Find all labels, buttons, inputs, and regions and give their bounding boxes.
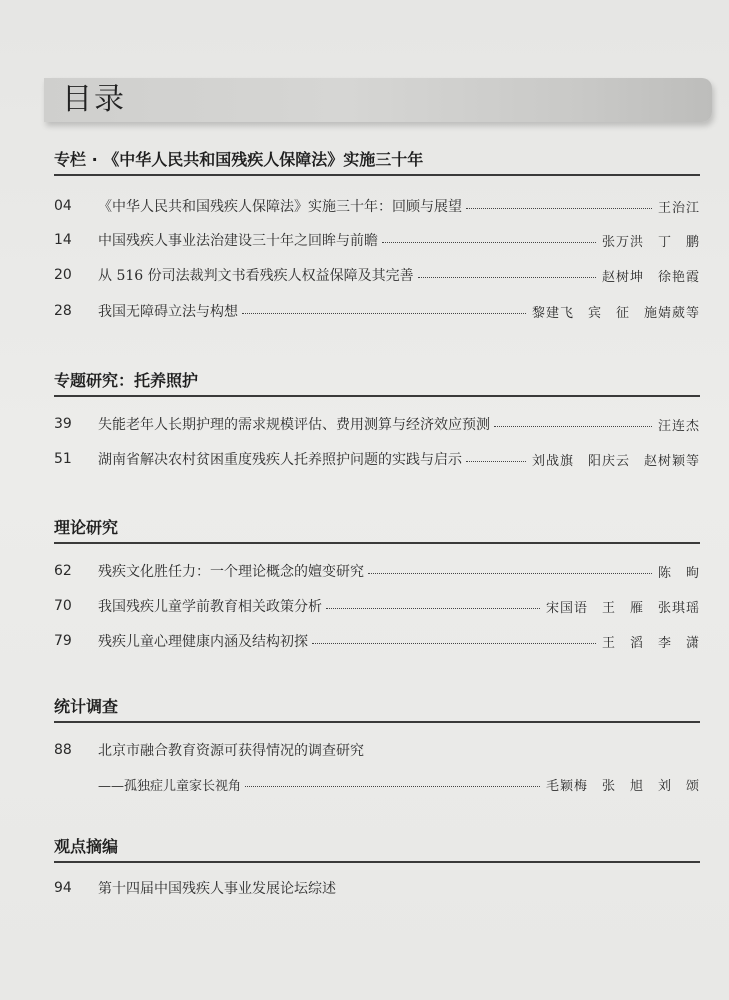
section-rule	[54, 721, 700, 723]
section-rule	[54, 542, 700, 544]
entry-title: 第十四届中国残疾人事业发展论坛综述	[98, 881, 336, 897]
entry-page-number: 14	[54, 232, 72, 248]
leader-dots	[466, 200, 652, 209]
entry-page-number: 88	[54, 742, 72, 758]
section-rule	[54, 174, 700, 176]
entry-title: 《中华人民共和国残疾人保障法》实施三十年：回顾与展望	[98, 199, 462, 215]
entry-subtitle: ——孤独症儿童家长视角	[98, 778, 242, 794]
entry-page-number: 28	[54, 303, 72, 319]
leader-dots	[312, 635, 596, 644]
section-heading-views: 观点摘编	[54, 837, 119, 856]
entry-title: 我国无障碍立法与构想	[98, 304, 238, 320]
leader-dots	[382, 234, 596, 243]
toc-entry[interactable]	[54, 560, 700, 582]
toc-entry[interactable]	[54, 630, 700, 652]
entry-title: 残疾儿童心理健康内涵及结构初探	[98, 634, 308, 650]
leader-dots	[418, 269, 596, 278]
entry-title: 湖南省解决农村贫困重度残疾人托养照护问题的实践与启示	[98, 452, 462, 468]
entry-authors: 宋国语 王 雁 张琪瑶	[545, 600, 700, 616]
leader-dots	[242, 305, 526, 314]
entry-page-number: 20	[54, 267, 72, 283]
entry-page-number: 94	[54, 880, 72, 896]
entry-page-number: 51	[54, 451, 72, 467]
entry-page-number: 04	[54, 198, 72, 214]
leader-dots	[368, 565, 652, 574]
entry-page-number: 39	[54, 416, 72, 432]
entry-authors: 陈 昫	[657, 565, 700, 581]
leader-dots	[494, 418, 652, 427]
entry-page-number: 70	[54, 598, 72, 614]
toc-entry-subtitle-row[interactable]	[98, 773, 700, 795]
title-banner	[44, 78, 712, 122]
toc-entry[interactable]	[54, 264, 700, 286]
entry-title: 北京市融合教育资源可获得情况的调查研究	[98, 743, 364, 759]
entry-page-number: 79	[54, 633, 72, 649]
section-heading-special: 专题研究：托养照护	[54, 371, 199, 390]
section-rule	[54, 861, 700, 863]
entry-title: 中国残疾人事业法治建设三十年之回眸与前瞻	[98, 233, 378, 249]
section-heading-survey: 统计调查	[54, 697, 119, 716]
section-heading-theory: 理论研究	[54, 518, 119, 537]
entry-authors: 刘战旗 阳庆云 赵树颖等	[531, 453, 700, 469]
entry-authors: 王治江	[657, 200, 700, 216]
entry-title: 我国残疾儿童学前教育相关政策分析	[98, 599, 322, 615]
toc-entry[interactable]	[54, 448, 700, 470]
entry-page-number: 62	[54, 563, 72, 579]
toc-entry[interactable]	[54, 300, 700, 322]
section-heading-column: 专栏 · 《中华人民共和国残疾人保障法》实施三十年	[54, 150, 424, 169]
toc-entry[interactable]	[54, 595, 700, 617]
entry-title: 残疾文化胜任力：一个理论概念的嬗变研究	[98, 564, 364, 580]
entry-authors: 赵树坤 徐艳霞	[601, 269, 700, 285]
leader-dots	[466, 453, 526, 462]
toc-entry[interactable]	[54, 413, 700, 435]
entry-title: 失能老年人长期护理的需求规模评估、费用测算与经济效应预测	[98, 417, 490, 433]
toc-entry[interactable]	[54, 739, 700, 761]
toc-entry[interactable]	[54, 229, 700, 251]
entry-authors: 王 滔 李 潇	[601, 635, 700, 651]
toc-entry[interactable]	[54, 877, 700, 899]
toc-entry[interactable]	[54, 195, 700, 217]
section-rule	[54, 395, 700, 397]
entry-authors: 汪连杰	[657, 418, 700, 434]
entry-title: 从 516 份司法裁判文书看残疾人权益保障及其完善	[98, 268, 414, 284]
entry-authors: 张万洪 丁 鹏	[601, 234, 700, 250]
entry-authors: 毛颖梅 张 旭 刘 颂	[545, 778, 700, 794]
leader-dots	[326, 600, 540, 609]
leader-dots	[245, 778, 540, 787]
entry-authors: 黎建飞 宾 征 施婧葳等	[531, 305, 700, 321]
page-title: 目录	[62, 82, 126, 117]
